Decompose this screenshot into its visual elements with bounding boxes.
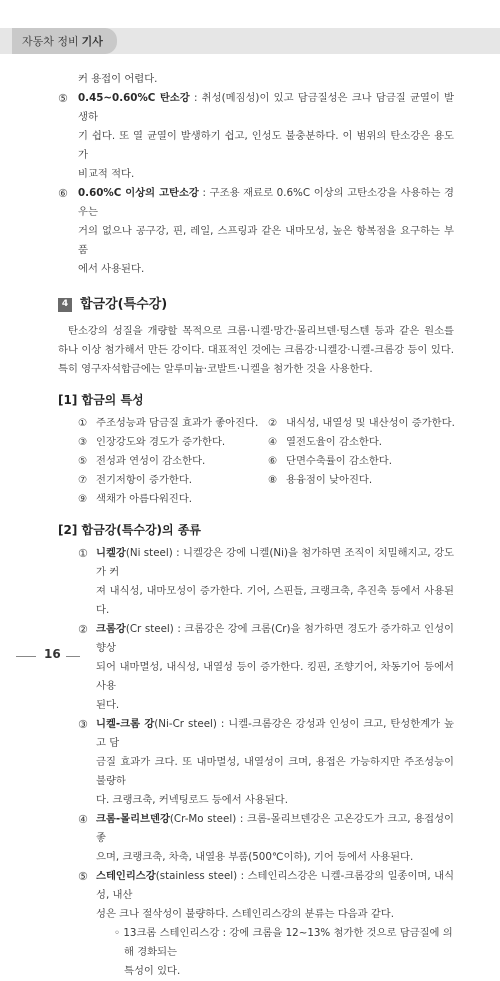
features-list <box>58 414 454 509</box>
stainless-note: ◦ 13크롬 스테인리스강 : 강에 크롬을 12~13% 첨가한 것으로 담금질에 의해 경화되는 특성이 있다. <box>114 927 453 977</box>
list-item: ⑤ 전성과 연성이 감소한다. <box>78 455 206 467</box>
list-item-5: ⑤ 0.45~0.60%C 탄소강 : 취성(메짐성)이 있고 담금질성은 크나 담금질 균열이 발생하 기 쉽다. 또 열 균열이 발생하기 쉽고, 인성도 불충분하다. 이 범위의 탄소강은 용도가 비교적 적다. <box>58 92 454 180</box>
list-item-ni-cr-steel: ③ 니켈-크롬 강(Ni-Cr steel) : 니켈-크롬강은 강성과 인성이 크고, 탄성한계가 높고 담 금질 효과가 크다. 또 내마멸성, 내열성이 크며, 용접은 가능하지만 주조성능이 불량하 다. 크랭크축, 커넥팅로드 등에서 사용된다. <box>78 718 454 806</box>
section-number-badge: 4 <box>58 298 72 312</box>
list-item-ni-steel: ① 니켈강(Ni steel) : 니켈강은 강에 니켈(Ni)을 첨가하면 조직이 치밀해지고, 강도가 커 져 내식성, 내마모성이 증가한다. 기어, 스핀들, 크랭크축, 추진축 등에서 사용된다. <box>78 547 455 616</box>
list-item: ② 내식성, 내열성 및 내산성이 증가한다. <box>268 417 455 429</box>
list-item-cr-mo-steel: ④ 크롬-몰리브덴강(Cr-Mo steel) : 크롬-몰리브덴강은 고온강도가 크고, 용접성이 좋 으며, 크랭크축, 차축, 내열용 부품(500℃이하), 기어 등에서 사용된다. <box>78 813 455 863</box>
list-item-6: ⑥ 0.60%C 이상의 고탄소강 : 구조용 재료로 0.6%C 이상의 고탄소강을 사용하는 경우는 거의 없으나 공구강, 핀, 레일, 스프링과 같은 내마모성, 높은 항복점을 요구하는 부품 에서 사용된다. <box>58 187 455 275</box>
section-paragraph: 탄소강의 성질을 개량할 목적으로 크롬·니켈·망간·몰리브덴·텅스텐 등과 같은 원소를 하나 이상 첨가해서 만든 강이다. 대표적인 것에는 크롬강·니켈강·니켈-크롬강 등이 있다. 특히 영구자석합금에는 알루미늄·코발트·니켈을 첨가한 것을 사용한다. <box>58 325 454 375</box>
list-item: ③ 인장강도와 경도가 증가한다. <box>78 436 226 448</box>
footer-rule-left <box>16 656 36 657</box>
features-heading: [1] 합금의 특성 <box>58 393 144 407</box>
list-item: ⑨ 색채가 아름다워진다. <box>78 493 193 505</box>
list-item: ⑥ 단면수축률이 감소한다. <box>268 455 393 467</box>
list-item: ④ 열전도율이 감소한다. <box>268 436 383 448</box>
header-level: 기사 <box>81 35 103 48</box>
page-footer <box>0 646 500 666</box>
types-heading: [2] 합금강(특수강)의 종류 <box>58 523 201 537</box>
page-content <box>58 70 454 981</box>
footer-rule-right <box>66 656 80 657</box>
section-title: 합금강(특수강) <box>80 297 168 312</box>
continued-line: 커 용접이 어렵다. <box>78 73 158 85</box>
types-list <box>58 544 454 981</box>
section-heading <box>58 295 454 314</box>
header-subject: 자동차 정비 <box>22 35 79 48</box>
list-item: ① 주조성능과 담금질 효과가 좋아진다. <box>78 417 259 429</box>
list-item: ⑦ 전기저항이 증가한다. <box>78 474 193 486</box>
list-item-stainless-steel: ⑤ 스테인리스강(stainless steel) : 스테인리스강은 니켈-크롬강의 일종이며, 내식성, 내산 성은 크나 절삭성이 불량하다. 스테인리스강의 분류는 다음과 같다. <box>78 870 455 920</box>
running-header <box>12 28 117 54</box>
list-item: ⑧ 용융점이 낮아진다. <box>268 474 373 486</box>
list-item-cr-steel: ② 크롬강(Cr steel) : 크롬강은 강에 크롬(Cr)을 첨가하면 경도가 증가하고 인성이 향상 되어 내마멸성, 내식성, 내열성 등이 증가한다. 킹핀, 조향기어, 차동기어 등에서 사용 된다. <box>78 623 454 711</box>
page-number: 16 <box>44 647 61 661</box>
